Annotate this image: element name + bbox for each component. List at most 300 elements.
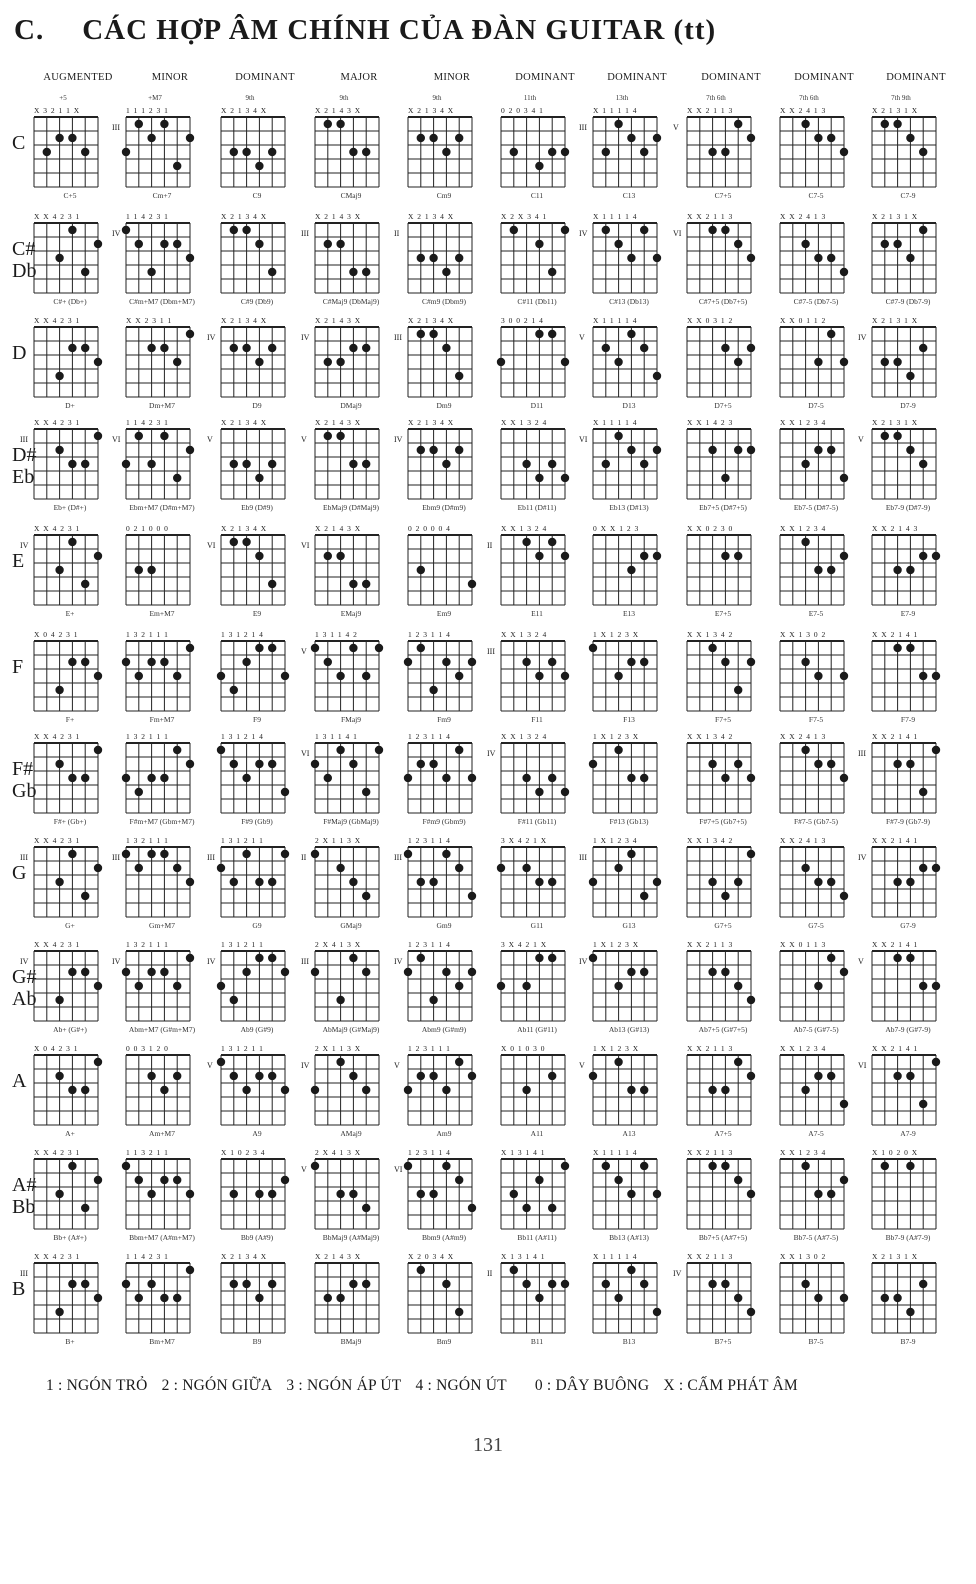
chord-diagram [579,1134,665,1242]
fingering-row: X 2 1 3 4 X [408,106,455,115]
finger-dot [55,372,63,380]
fret-position: VI [673,229,682,238]
finger-dot [173,1072,181,1080]
finger-dot [68,850,76,858]
fretboard [780,743,844,813]
finger-dot [429,330,437,338]
finger-dot [417,760,425,768]
chord-diagram [301,92,387,200]
finger-dot [417,330,425,338]
finger-dot [747,996,755,1004]
chord-name: Bb7-5 (A#7-5) [793,1233,839,1242]
finger-dot [906,954,914,962]
chord-name: E+ [65,609,75,618]
fingering-row: X X 2 1 4 1 [872,630,919,639]
finger-dot [801,1162,809,1170]
finger-dot [455,446,463,454]
finger-dot [708,968,716,976]
fretboard [593,1055,657,1125]
column-subheader: 9th [245,94,255,102]
finger-dot [455,1176,463,1184]
finger-dot [442,268,450,276]
chord-name: Ebm+M7 (D#m+M7) [129,503,195,512]
chord-diagram [112,198,198,306]
fretboard [315,223,379,293]
fretboard [408,327,472,397]
fretboard [593,117,657,187]
finger-dot [160,1294,168,1302]
finger-dot [81,774,89,782]
fretboard [126,327,190,397]
finger-dot [336,240,344,248]
finger-dot [68,968,76,976]
finger-dot [417,878,425,886]
fretboard [780,1263,844,1333]
fingering-row: 1 2 3 1 1 4 [408,732,451,741]
fretboard [34,951,98,1021]
finger-dot [455,134,463,142]
finger-dot [497,982,505,990]
chord-diagram [207,198,293,306]
finger-dot [242,148,250,156]
fretboard [872,117,936,187]
chord-diagram [394,404,480,512]
chord-name: C11 [530,191,544,200]
finger-dot [242,538,250,546]
finger-dot [94,1294,102,1302]
finger-dot [417,644,425,652]
chord-name: Bb+ (A#+) [53,1233,87,1242]
chord-name: Bb13 (A#13) [609,1233,649,1242]
finger-dot [561,552,569,560]
chord-diagram [858,510,944,618]
fingering-row: X 1 3 1 4 1 [501,1148,546,1157]
legend-finger-3: 3 : NGÓN ÁP ÚT [286,1377,402,1394]
finger-dot [721,148,729,156]
fret-position: III [301,229,309,238]
fingering-row: X 1 3 1 4 1 [501,1252,546,1261]
chord-name: E11 [531,609,543,618]
finger-dot [55,878,63,886]
chord-name: Ab+ (G#+) [53,1025,87,1034]
fingering-row: X X 2 1 4 1 [872,1044,919,1053]
finger-dot [548,1280,556,1288]
finger-dot [653,254,661,262]
fretboard [501,951,565,1021]
chord-diagram [112,1030,198,1138]
chord-diagram [487,1030,573,1138]
chord-diagram [579,616,665,724]
finger-dot [893,358,901,366]
chord-diagram [301,718,387,826]
fingering-row: X X 2 1 4 1 [872,940,919,949]
fretboard [408,223,472,293]
finger-dot [281,1176,289,1184]
fretboard [408,117,472,187]
chord-diagram [207,510,293,618]
finger-dot [881,1162,889,1170]
finger-dot [893,644,901,652]
finger-dot [160,774,168,782]
finger-dot [217,1058,225,1066]
finger-dot [627,254,635,262]
chord-diagram [112,718,198,826]
finger-dot [468,892,476,900]
chord-name: Dm9 [436,401,452,410]
fretboard [593,327,657,397]
chord-name: AbMaj9 (G#Maj9) [322,1025,380,1034]
finger-dot [653,878,661,886]
finger-dot [362,580,370,588]
chord-diagram [207,616,293,724]
chord-diagram [394,1134,480,1242]
fretboard [687,429,751,499]
finger-dot [468,1204,476,1212]
finger-dot [147,968,155,976]
finger-dot [747,850,755,858]
finger-dot [602,1162,610,1170]
chord-name: Eb+ (D#+) [53,503,87,512]
fretboard [221,223,285,293]
finger-dot [349,268,357,276]
finger-dot [627,658,635,666]
fret-position: III [112,853,120,862]
finger-dot [336,1058,344,1066]
chord-name: C7-9 [900,191,916,200]
chord-diagram [673,616,759,724]
fretboard [593,743,657,813]
chord-diagram [487,1134,573,1242]
fretboard [593,641,657,711]
fretboard [872,951,936,1021]
fret-position: IV [579,957,588,966]
finger-dot [640,1280,648,1288]
chord-diagram [112,92,198,200]
fingering-row: X 2 1 4 3 X [315,212,362,221]
finger-dot [186,644,194,652]
fretboard [780,1159,844,1229]
chord-name: E13 [622,609,636,618]
fingering-row: X X 4 2 3 1 [34,524,81,533]
fret-position: IV [673,1269,682,1278]
finger-dot [186,330,194,338]
fret-position: II [487,541,493,550]
finger-dot [147,1072,155,1080]
finger-dot [893,240,901,248]
finger-dot [147,268,155,276]
fingering-row: X X 2 4 1 3 [780,836,827,845]
fingering-row: X 2 1 3 1 X [872,316,919,325]
finger-dot [186,878,194,886]
finger-dot [281,672,289,680]
legend-open-string: 0 : DÂY BUÔNG [534,1377,650,1394]
chord-name: Ab7+5 (G#7+5) [698,1025,748,1034]
finger-dot [708,1162,716,1170]
fretboard [501,1159,565,1229]
finger-dot [455,1058,463,1066]
finger-dot [94,1176,102,1184]
fretboard [221,327,285,397]
fingering-row: X 2 1 3 4 X [408,212,455,221]
chord-diagram [207,302,293,410]
chord-name: EbMaj9 (D#Maj9) [322,503,380,512]
finger-dot [893,1294,901,1302]
fretboard [408,535,472,605]
finger-dot [535,672,543,680]
fingering-row: X 2 0 3 4 X [408,1252,455,1261]
chord-name: F#13 (Gb13) [609,817,649,826]
chord-name: Fm9 [437,715,451,724]
chord-diagram [112,616,198,724]
fretboard [687,535,751,605]
chord-name: Ab11 (G#11) [517,1025,557,1034]
fingering-row: 1 X 1 2 3 X [593,630,640,639]
fret-position: II [487,1269,493,1278]
finger-dot [81,580,89,588]
chord-name: C9 [252,191,262,200]
finger-dot [81,1280,89,1288]
finger-dot [919,460,927,468]
fretboard [687,743,751,813]
finger-dot [230,1072,238,1080]
chord-name: E7-9 [900,609,916,618]
chord-name: F#9 (Gb9) [241,817,273,826]
finger-dot [919,1100,927,1108]
finger-dot [589,954,597,962]
finger-dot [906,372,914,380]
chord-diagram [858,198,944,306]
fretboard [687,951,751,1021]
finger-dot [708,644,716,652]
finger-dot [721,344,729,352]
finger-dot [81,968,89,976]
fretboard [315,117,379,187]
chord-diagram [579,510,665,618]
chord-name: G7+5 [714,921,732,930]
finger-dot [429,996,437,1004]
chord-diagram [766,1238,852,1346]
chord-diagram [766,822,852,930]
finger-dot [281,788,289,796]
finger-dot [827,446,835,454]
finger-dot [147,850,155,858]
fingering-row: 1 3 1 2 1 1 [221,836,264,845]
finger-dot [55,1308,63,1316]
fret-position: IV [579,229,588,238]
finger-dot [893,760,901,768]
fingering-row: X X 0 1 1 3 [780,940,827,949]
fretboard [126,641,190,711]
page-number: 131 [473,1434,503,1456]
fingering-row: X X 2 1 1 3 [687,212,734,221]
legend-finger-4: 4 : NGÓN ÚT [415,1377,507,1394]
finger-dot [919,788,927,796]
finger-dot [614,864,622,872]
finger-dot [535,240,543,248]
fret-position: V [207,435,213,444]
fretboard [315,1055,379,1125]
chord-name: EMaj9 [340,609,362,618]
finger-dot [602,226,610,234]
chord-diagram [112,510,198,618]
finger-dot [734,552,742,560]
finger-dot [827,954,835,962]
finger-dot [429,134,437,142]
finger-dot [268,760,276,768]
finger-dot [68,460,76,468]
chord-diagram [112,1134,198,1242]
finger-dot [906,760,914,768]
finger-dot [442,1280,450,1288]
finger-dot [417,1072,425,1080]
chord-name: B+ [65,1337,75,1346]
finger-dot [468,658,476,666]
fret-position: II [394,229,400,238]
fingering-row: 1 X 1 2 3 X [593,940,640,949]
fingering-row: X X 4 2 3 1 [34,212,81,221]
chord-name: F#Maj9 (GbMaj9) [323,817,379,826]
fingering-row: 0 0 3 1 2 0 [126,1044,169,1053]
finger-dot [561,788,569,796]
chord-name: D13 [622,401,636,410]
finger-dot [814,760,822,768]
row-label: D [12,342,27,364]
chord-name: Bb11 (A#11) [517,1233,557,1242]
fretboard [872,1263,936,1333]
row-label: F [12,656,24,678]
fingering-row: X 2 1 3 4 X [221,106,268,115]
finger-dot [55,566,63,574]
finger-dot [324,774,332,782]
column-subheader: 9th [432,94,442,102]
finger-dot [186,1190,194,1198]
fingering-row: 3 0 0 2 1 4 [501,316,544,325]
finger-dot [135,788,143,796]
finger-dot [708,1280,716,1288]
finger-dot [881,432,889,440]
finger-dot [135,864,143,872]
finger-dot [535,552,543,560]
finger-dot [589,644,597,652]
chord-name: Am9 [436,1129,452,1138]
chord-diagram [673,198,759,306]
fingering-row: X X 1 4 2 3 [687,418,734,427]
fretboard [780,1055,844,1125]
finger-dot [919,982,927,990]
finger-legend [46,1377,966,1395]
fretboard [872,1159,936,1229]
fret-position: IV [20,957,29,966]
fingering-row: 1 X 1 2 3 4 [593,836,638,845]
chord-name: Bb9 (A#9) [240,1233,274,1242]
chord-diagram [112,404,198,512]
chord-name: Eb7+5 (D#7+5) [699,503,747,512]
finger-dot [147,566,155,574]
chord-diagram [20,404,106,512]
finger-dot [122,850,130,858]
finger-dot [708,148,716,156]
finger-dot [349,148,357,156]
fingering-row: X 2 1 3 4 X [408,418,455,427]
finger-dot [336,1190,344,1198]
fret-position: III [112,123,120,132]
finger-dot [242,460,250,468]
chord-name: F#7-5 (Gb7-5) [794,817,838,826]
chord-diagram [112,822,198,930]
chord-diagram [394,198,480,306]
column-header: DOMINANT [886,72,946,83]
fingering-row: 0 2 0 3 4 1 [501,106,544,115]
chord-diagram [394,92,480,200]
finger-dot [734,1294,742,1302]
chord-diagram [858,926,944,1034]
fingering-row: 2 X 1 1 3 X [315,1044,362,1053]
finger-dot [311,850,319,858]
finger-dot [708,760,716,768]
finger-dot [881,120,889,128]
finger-dot [919,226,927,234]
chord-name: A7-5 [808,1129,824,1138]
finger-dot [417,954,425,962]
chord-name: Gm9 [436,921,452,930]
fingering-row: X 2 1 4 3 X [315,418,362,427]
chord-diagram [579,926,665,1034]
fretboard [34,535,98,605]
fret-position: III [487,647,495,656]
fingering-row: X X 2 1 1 3 [687,106,734,115]
finger-dot [747,1308,755,1316]
finger-dot [627,566,635,574]
finger-dot [840,672,848,680]
finger-dot [906,446,914,454]
finger-dot [468,774,476,782]
chord-name: A7+5 [714,1129,732,1138]
chord-name: F#11 (Gb11) [517,817,557,826]
chord-name: Ab13 (G#13) [608,1025,650,1034]
finger-dot [81,658,89,666]
finger-dot [840,552,848,560]
finger-dot [268,1072,276,1080]
fretboard [126,1159,190,1229]
chord-diagram [673,302,759,410]
finger-dot [827,878,835,886]
chord-diagram [20,198,106,306]
finger-dot [375,644,383,652]
fingering-row: X 2 1 3 1 X [872,106,919,115]
finger-dot [173,1176,181,1184]
fretboard [593,951,657,1021]
finger-dot [893,878,901,886]
finger-dot [734,446,742,454]
chord-name: C#Maj9 (DbMaj9) [322,297,380,306]
fretboard [221,743,285,813]
fingering-row: X X 2 1 1 3 [687,1252,734,1261]
chord-diagram [673,926,759,1034]
finger-dot [429,446,437,454]
finger-dot [429,878,437,886]
chord-name: Bm+M7 [149,1337,175,1346]
finger-dot [522,460,530,468]
chord-name: Ebm9 (D#m9) [422,503,466,512]
finger-dot [268,878,276,886]
finger-dot [893,566,901,574]
chord-diagram [673,1134,759,1242]
fretboard [501,117,565,187]
finger-dot [173,982,181,990]
chord-diagram [766,1134,852,1242]
finger-dot [893,954,901,962]
fretboard [408,743,472,813]
